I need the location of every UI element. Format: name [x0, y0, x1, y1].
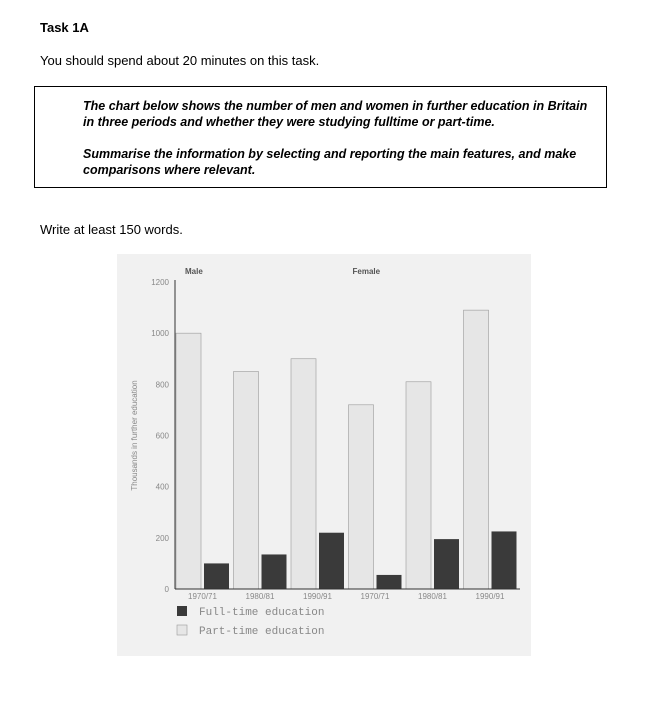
x-tick-label: 1980/81 [418, 592, 447, 601]
y-tick-label: 200 [155, 533, 169, 543]
bar-full-time [204, 563, 229, 589]
chart [117, 254, 531, 656]
y-axis-label: Thousands in further education [130, 380, 139, 491]
legend-label-full-time: Full-time education [199, 607, 325, 619]
task-instruction: You should spend about 20 minutes on this task. [40, 53, 320, 68]
bar-part-time [349, 405, 374, 589]
bar-part-time [464, 310, 489, 589]
legend-swatch-part-time [177, 625, 187, 635]
prompt-box [34, 86, 607, 188]
bar-part-time [234, 372, 259, 589]
y-tick-label: 800 [155, 380, 169, 390]
bar-full-time [492, 531, 517, 589]
y-tick-label: 0 [164, 585, 169, 594]
x-tick-label: 1970/71 [360, 592, 390, 601]
prompt-paragraph-2: Summarise the information by selecting and reporting the main features, and make comparisons where relevant. [83, 147, 577, 177]
y-tick-label: 1200 [151, 278, 169, 287]
y-tick-label: 600 [155, 431, 169, 441]
bar-part-time [406, 382, 431, 589]
bar-part-time [176, 333, 201, 589]
bar-full-time [262, 554, 287, 589]
y-tick-label: 1000 [151, 329, 169, 339]
x-tick-label: 1990/91 [303, 592, 332, 601]
bar-chart [117, 254, 531, 656]
y-tick-label: 400 [155, 482, 169, 492]
x-tick-label: 1990/91 [475, 592, 505, 601]
bar-full-time [377, 575, 402, 589]
group-label-female: Female [352, 267, 381, 276]
prompt-paragraph-1: The chart below shows the number of men and women in further education in Britain in three periods and whether they were studying fulltime or part-time. [83, 99, 588, 129]
group-label-male: Male [185, 267, 203, 276]
bar-part-time [291, 359, 316, 589]
bar-full-time [319, 533, 344, 589]
task-title: Task 1A [40, 20, 89, 35]
legend-swatch-full-time [177, 606, 187, 616]
x-tick-label: 1970/71 [188, 592, 217, 601]
legend-label-part-time: Part-time education [199, 626, 325, 638]
x-tick-label: 1980/81 [245, 592, 275, 601]
word-requirement: Write at least 150 words. [40, 222, 183, 237]
bar-full-time [434, 539, 459, 589]
